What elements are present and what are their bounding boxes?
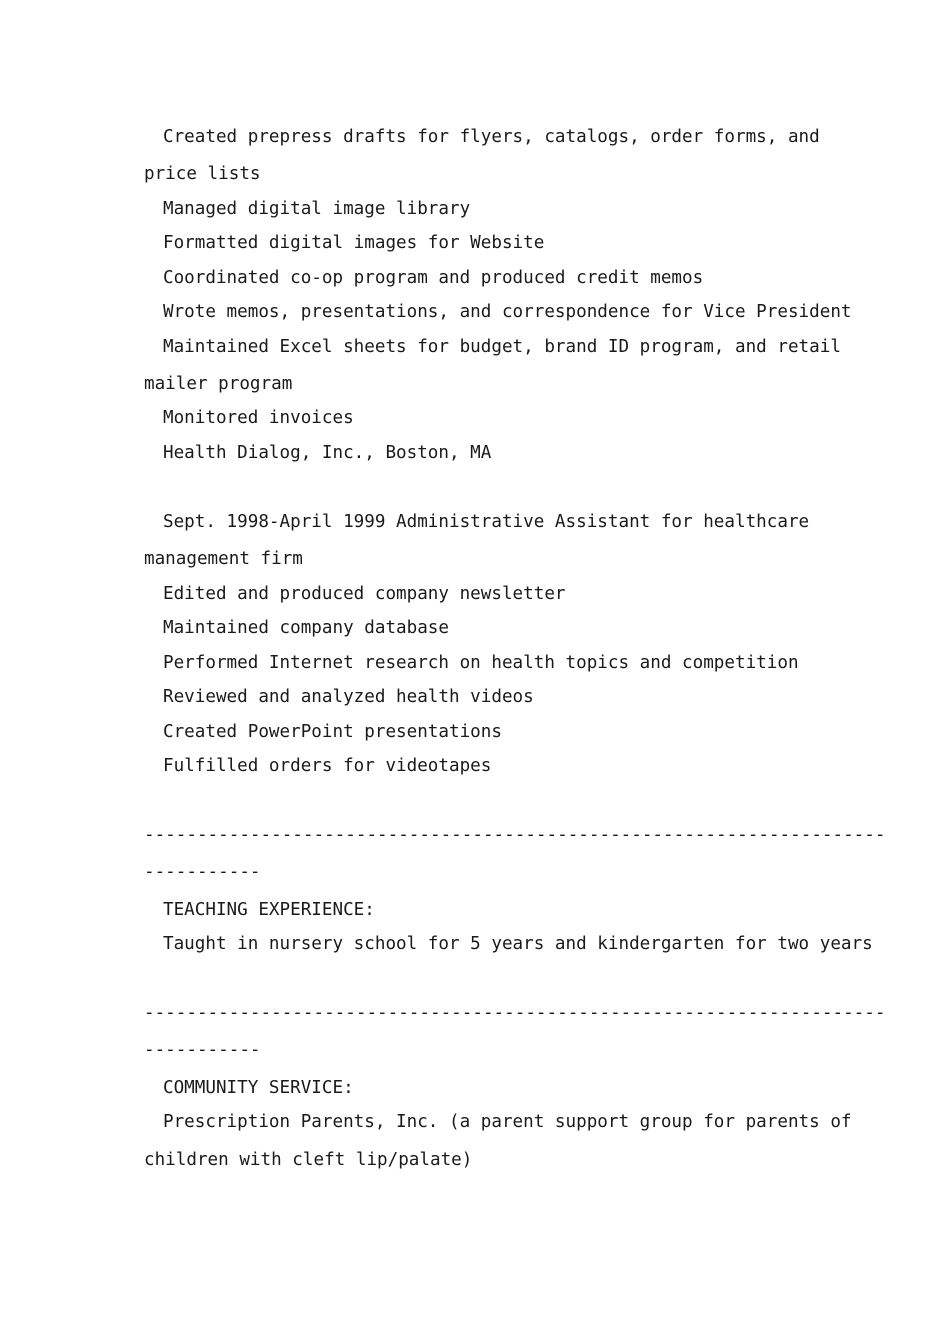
text-line: Created prepress drafts for flyers, catalogs, order forms, and [163,127,820,147]
divider-line: ----------- [144,1040,261,1060]
divider-line: ---------------------------------------------------------------------- [144,825,886,845]
text-line: children with cleft lip/palate) [144,1150,473,1170]
text-line: Taught in nursery school for 5 years and kindergarten for two years [163,934,873,954]
text-line: Coordinated co-op program and produced credit memos [163,268,704,288]
text-line: Managed digital image library [163,199,471,219]
text-line: management firm [144,549,303,569]
employer-line: Health Dialog, Inc., Boston, MA [163,443,492,463]
text-line: Created PowerPoint presentations [163,722,502,742]
text-line: Wrote memos, presentations, and correspondence for Vice President [163,302,852,322]
text-line: Reviewed and analyzed health videos [163,687,534,707]
text-line: Maintained company database [163,618,449,638]
text-line: Maintained Excel sheets for budget, brand ID program, and retail [163,337,841,357]
text-line: Performed Internet research on health topics and competition [163,653,799,673]
text-line: Edited and produced company newsletter [163,584,566,604]
job-title-line: Sept. 1998-April 1999 Administrative Assistant for healthcare [163,512,810,532]
section-heading-community: COMMUNITY SERVICE: [163,1078,354,1098]
section-heading-teaching: TEACHING EXPERIENCE: [163,900,375,920]
text-line: Monitored invoices [163,408,354,428]
text-line: price lists [144,164,261,184]
divider-line: ---------------------------------------------------------------------- [144,1003,886,1023]
text-line: mailer program [144,374,293,394]
text-line: Prescription Parents, Inc. (a parent support group for parents of [163,1112,852,1132]
divider-line: ----------- [144,862,261,882]
text-line: Formatted digital images for Website [163,233,545,253]
text-line: Fulfilled orders for videotapes [163,756,492,776]
